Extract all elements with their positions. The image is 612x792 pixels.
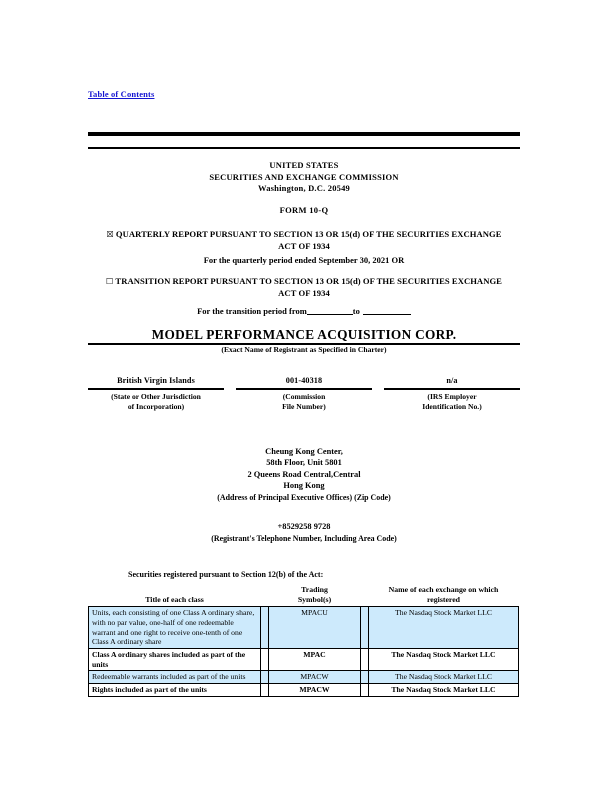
row-exchange: The Nasdaq Stock Market LLC xyxy=(369,649,519,671)
jurisdiction-row xyxy=(88,376,520,412)
transition-report-line1 xyxy=(88,275,520,287)
row-symbol: MPAC xyxy=(269,649,361,671)
table-row[interactable] xyxy=(89,684,519,697)
jurisdiction-state-value: British Virgin Islands xyxy=(117,376,195,385)
row-title: Units, each consisting of one Class A ordinary share, with no par value, one-half of one redeemable warrant and one right to receive one-tenth of one Class A ordinary share xyxy=(89,607,261,649)
irs-employer-id-value: n/a xyxy=(446,376,458,385)
principal-office-address xyxy=(88,446,520,503)
commission-caption1: (Commission xyxy=(282,391,326,401)
header-title-of-each-class: Title of each class xyxy=(145,594,204,604)
header-gap-1 xyxy=(261,585,269,607)
table-row[interactable] xyxy=(89,671,519,684)
registrant-caption: (Exact Name of Registrant as Specified in Charter) xyxy=(221,345,387,354)
table-row[interactable] xyxy=(89,649,519,671)
transition-period-line xyxy=(88,306,520,316)
commission-caption2: File Number) xyxy=(282,401,326,411)
commission-file-number-value: 001-40318 xyxy=(285,376,323,385)
row-title: Class A ordinary shares included as part of the units xyxy=(89,649,261,671)
jurisdiction-state-caption1: (State or Other Jurisdiction xyxy=(111,391,201,401)
row-gap-1 xyxy=(261,607,269,649)
securities-table-body xyxy=(89,607,519,697)
header-gap-2 xyxy=(361,585,369,607)
row-exchange: The Nasdaq Stock Market LLC xyxy=(369,607,519,649)
header-trading-symbol xyxy=(269,585,361,607)
irs-caption2: Identification No.) xyxy=(422,401,482,411)
row-gap-1 xyxy=(261,671,269,684)
quarterly-report-line2: ACT OF 1934 xyxy=(278,241,330,252)
quarterly-report-block xyxy=(88,228,520,253)
jurisdiction-state-caption2: of Incorporation) xyxy=(127,401,185,411)
row-gap-1 xyxy=(261,684,269,697)
row-symbol: MPACU xyxy=(269,607,361,649)
jurisdiction-col-state xyxy=(88,376,224,412)
header-rule-thin xyxy=(88,147,520,149)
irs-caption1: (IRS Employer xyxy=(427,391,477,401)
commission-file-number-rule xyxy=(236,388,372,390)
quarterly-report-text1: QUARTERLY REPORT PURSUANT TO SECTION 13 OR 15(d) OF THE SECURITIES EXCHANGE xyxy=(115,229,502,239)
transition-period-middle: to xyxy=(352,306,360,316)
address-line1: Cheung Kong Center, xyxy=(265,447,343,456)
row-title: Rights included as part of the units xyxy=(89,684,261,697)
agency-line-sec: SECURITIES AND EXCHANGE COMMISSION xyxy=(209,171,399,182)
table-row[interactable] xyxy=(89,607,519,649)
transition-from-blank[interactable] xyxy=(307,306,353,315)
row-symbol: MPACW xyxy=(269,671,361,684)
securities-registered-intro: Securities registered pursuant to Section 12(b) of the Act: xyxy=(128,570,324,579)
header-exchange xyxy=(369,585,519,607)
quarterly-period-text: For the quarterly period ended September 30, 2021 OR xyxy=(203,255,405,265)
row-exchange: The Nasdaq Stock Market LLC xyxy=(369,684,519,697)
header-trading-symbol-line1: Trading xyxy=(301,585,328,594)
header-exchange-line2: registered xyxy=(426,594,461,604)
row-gap-1 xyxy=(261,649,269,671)
transition-period-prefix: For the transition period from xyxy=(197,306,307,316)
jurisdiction-col-commission xyxy=(236,376,372,412)
row-gap-2 xyxy=(361,671,369,684)
registrant-phone-block xyxy=(88,521,520,545)
table-of-contents-link[interactable]: Table of Contents xyxy=(88,89,155,99)
quarterly-report-line1 xyxy=(88,228,520,240)
transition-report-block xyxy=(88,275,520,300)
form-number: FORM 10-Q xyxy=(279,205,329,215)
header-exchange-line1: Name of each exchange on which xyxy=(388,585,499,594)
address-line4: Hong Kong xyxy=(283,481,325,491)
irs-employer-id-rule xyxy=(384,388,520,390)
transition-to-blank[interactable] xyxy=(363,306,411,315)
phone-caption: (Registrant's Telephone Number, Including Area Code) xyxy=(211,534,397,543)
securities-table xyxy=(88,585,519,697)
jurisdiction-state-rule xyxy=(88,388,224,390)
agency-line-address: Washington, D.C. 20549 xyxy=(257,183,350,194)
transition-report-text1: TRANSITION REPORT PURSUANT TO SECTION 13 OR 15(d) OF THE SECURITIES EXCHANGE xyxy=(115,276,502,286)
header-rule-thick xyxy=(88,132,520,136)
row-symbol: MPACW xyxy=(269,684,361,697)
row-title: Redeemable warrants included as part of the units xyxy=(89,671,261,684)
unchecked-checkbox-icon[interactable]: ☐ xyxy=(106,275,114,286)
transition-report-line2: ACT OF 1934 xyxy=(278,288,330,299)
checked-checkbox-icon[interactable]: ☒ xyxy=(106,228,114,239)
registrant-name: MODEL PERFORMANCE ACQUISITION CORP. xyxy=(151,327,457,342)
agency-block xyxy=(88,160,520,195)
address-line2: 58th Floor, Unit 5801 xyxy=(266,458,342,468)
row-exchange: The Nasdaq Stock Market LLC xyxy=(369,671,519,684)
securities-table-header-row xyxy=(89,585,519,607)
row-gap-2 xyxy=(361,684,369,697)
address-line3: 2 Queens Road Central,Central xyxy=(247,469,361,479)
phone-number: +8529258 9728 xyxy=(277,522,331,531)
header-trading-symbol-line2: Symbol(s) xyxy=(297,594,332,604)
address-caption: (Address of Principal Executive Offices) (Zip Code) xyxy=(217,492,391,502)
agency-line-united-states: UNITED STATES xyxy=(269,160,339,170)
row-gap-2 xyxy=(361,607,369,649)
jurisdiction-col-irs xyxy=(384,376,520,412)
row-gap-2 xyxy=(361,649,369,671)
